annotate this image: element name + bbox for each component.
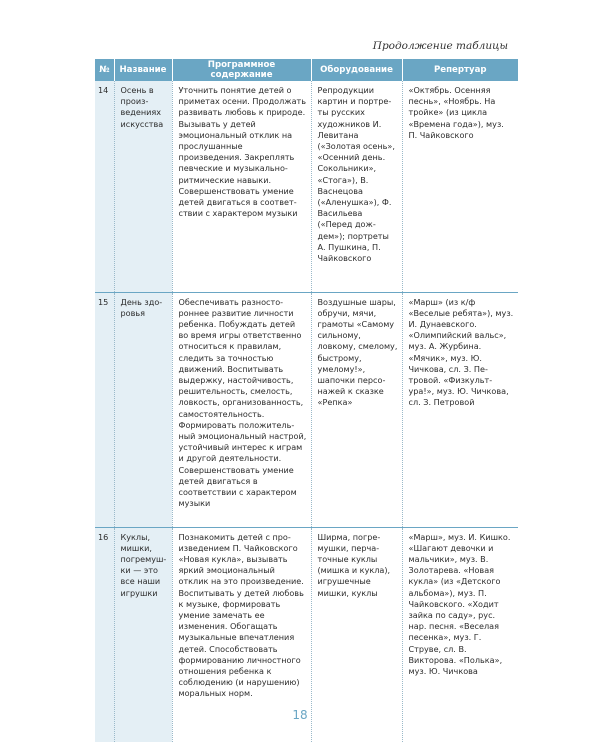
row-repertoire: «Марш», муз. И. Кишко. «Шагают девочки и мальчики», муз. В. Золотарева. «Новая кукла» (из «Детского альбома»), муз. П. Чайковского. «Ходит зайка по саду», рус. нар. песня. «Веселая песенка», муз. Г. Струве, сл. В. Викторова. «Полька», муз. Ю. Чичкова (402, 527, 518, 742)
row-content: Познакомить детей с произведением П. Чайковского «Новая кукла», вызывать яркий эмоциональный отклик на это произведение. Воспитывать у детей любовь к музыке, формировать умение замечать ее изменения. Обогащать музыкальные впечатления детей. Способствовать формированию личностного отношения ребенка к соблюдению (и нарушению) моральных норм. (172, 527, 311, 742)
row-number: 14 (95, 81, 114, 292)
page-number: 18 (292, 708, 308, 722)
table-continuation-caption: Продолжение таблицы (372, 40, 508, 52)
table-row (95, 292, 518, 527)
row-equipment: Воздушные шары, обручи, мячи, грамоты «Самому сильному, ловкому, смелому, быстрому, умелому!», шапочки персонажей к сказке «Репка» (311, 292, 402, 527)
program-table (95, 59, 518, 742)
row-repertoire: «Марш» (из к/ф «Веселые ребята»), муз. И. Дунаевского. «Олимпийский вальс», муз. А. Журбина. «Мячик», муз. Ю. Чичкова, сл. З. Петровой. «Физкультура!», муз. Ю. Чичкова, сл. З. Петровой (402, 292, 518, 527)
row-name: День здоровья (114, 292, 172, 527)
row-content: Обеспечивать разностороннее развитие личности ребенка. Побуждать детей во время игры ответственно относиться к правилам, следить за точностью движений. Воспитывать выдержку, настойчивость, решительность, смелость, ловкость, организованность, самостоятельность. Формировать положительный эмоциональный настрой, устойчивый интерес к играм и другой деятельности. Совершенствовать умение детей двигаться в соответствии с характером музыки (172, 292, 311, 527)
table-header-row (95, 59, 518, 81)
column-header-name: Название (114, 59, 172, 81)
row-number: 16 (95, 527, 114, 742)
column-header-equipment: Оборудование (311, 59, 402, 81)
column-header-repertoire: Репертуар (402, 59, 518, 81)
row-name: Куклы, мишки, погремушки — это все наши игрушки (114, 527, 172, 742)
table-row (95, 81, 518, 292)
row-repertoire: «Октябрь. Осенняя песнь», «Ноябрь. На тройке» (из цикла «Времена года»), муз. П. Чайковского (402, 81, 518, 292)
row-content: Уточнить понятие детей о приметах осени. Продолжать развивать любовь к природе. Вызывать у детей эмоциональный отклик на прослушанные произведения. Закреплять певческие и музыкально-ритмические навыки. Совершенствовать умение детей двигаться в соответствии с характером музыки (172, 81, 311, 292)
row-equipment: Ширма, погремушки, перчаточные куклы (мишка и кукла), игрушечные мишки, куклы (311, 527, 402, 742)
column-header-number: № (95, 59, 114, 81)
row-equipment: Репродукции картин и портреты русских художников И. Левитана («Золотая осень», «Осенний день. Сокольники», «Стога»), В. Васнецова («Аленушка»), Ф. Васильева («Перед дождем»); портреты А. Пушкина, П. Чайковского (311, 81, 402, 292)
column-header-content: Программное содержание (172, 59, 311, 81)
row-name: Осень в произведениях искусства (114, 81, 172, 292)
row-number: 15 (95, 292, 114, 527)
